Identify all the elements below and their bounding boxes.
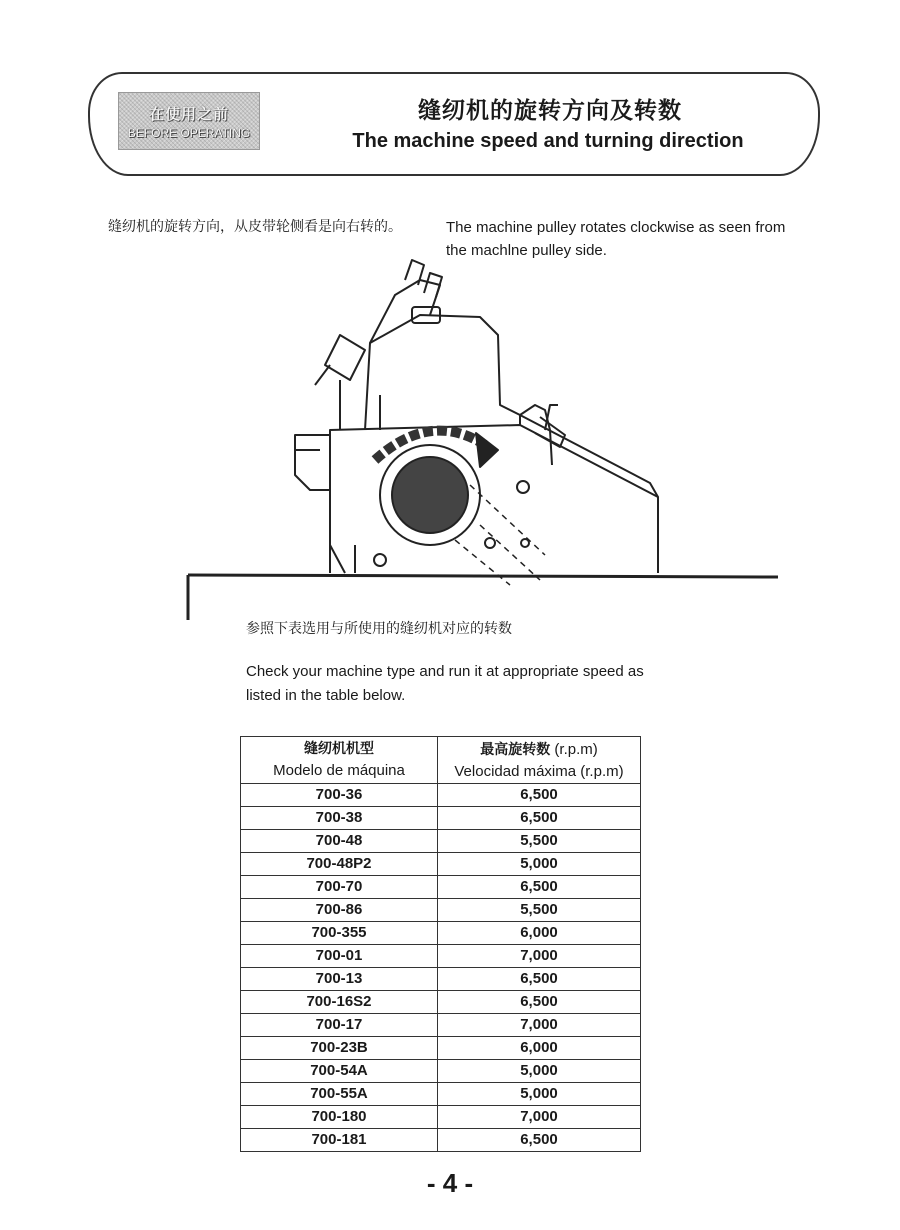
table-row (241, 807, 641, 830)
page-number: - 4 - (426, 1168, 474, 1198)
speed-cell: 6,500 (438, 876, 641, 899)
model-cell: 700-180 (241, 1106, 438, 1129)
speed-cell: 6,000 (438, 1037, 641, 1060)
model-cell: 700-355 (241, 922, 438, 945)
speed-cell: 5,000 (438, 1060, 641, 1083)
table-row (241, 830, 641, 853)
table-row (241, 945, 641, 968)
speed-cell: 7,000 (438, 945, 641, 968)
model-cell: 700-16S2 (241, 991, 438, 1014)
speed-cell: 5,000 (438, 853, 641, 876)
speed-cell: 6,000 (438, 922, 641, 945)
table-row (241, 1129, 641, 1152)
model-cell: 700-36 (241, 784, 438, 807)
intro-text-en: The machine pulley rotates clockwise as seen from the machlne pulley side. (446, 219, 786, 259)
table-row (241, 1037, 641, 1060)
table-header-row (241, 737, 641, 784)
table-row (241, 1014, 641, 1037)
speed-cell: 7,000 (438, 1106, 641, 1129)
speed-cell: 6,500 (438, 1129, 641, 1152)
table-row (241, 991, 641, 1014)
table-row (241, 922, 641, 945)
speed-cell: 6,500 (438, 807, 641, 830)
column-header-speed-es: Velocidad máxima (r.p.m) (454, 762, 624, 780)
model-cell: 700-17 (241, 1014, 438, 1037)
page-title-cn: 缝纫机的旋转方向及转数 (418, 98, 682, 124)
model-cell: 700-13 (241, 968, 438, 991)
model-cell: 700-48P2 (241, 853, 438, 876)
table-row (241, 1083, 641, 1106)
instruction-text-en: Check your machine type and run it at appropriate speed as listed in the table below. (246, 663, 644, 704)
model-cell: 700-70 (241, 876, 438, 899)
page-title-en: The machine speed and turning direction (352, 130, 744, 152)
speed-cell: 7,000 (438, 1014, 641, 1037)
column-header-model (241, 737, 438, 784)
speed-cell: 6,500 (438, 784, 641, 807)
intro-text-cn: 缝纫机的旋转方向，从皮带轮侧看是向右转的。 (108, 219, 402, 235)
model-cell: 700-181 (241, 1129, 438, 1152)
column-header-model-es: Modelo de máquina (273, 762, 405, 779)
model-cell: 700-54A (241, 1060, 438, 1083)
column-header-speed-unit: (r.p.m) (554, 740, 598, 758)
speed-cell: 6,500 (438, 991, 641, 1014)
table-row (241, 876, 641, 899)
speed-cell: 5,500 (438, 830, 641, 853)
sewing-machine-illustration (180, 255, 790, 625)
table-row (241, 968, 641, 991)
speed-cell: 5,000 (438, 1083, 641, 1106)
badge-label-cn: 在使用之前 (148, 105, 229, 123)
model-cell: 700-55A (241, 1083, 438, 1106)
table-row (241, 853, 641, 876)
table-row (241, 899, 641, 922)
speed-cell: 6,500 (438, 968, 641, 991)
column-header-speed (438, 737, 641, 784)
instruction-text-cn: 参照下表选用与所使用的缝纫机对应的转数 (246, 621, 512, 637)
model-cell: 700-23B (241, 1037, 438, 1060)
model-cell: 700-38 (241, 807, 438, 830)
speed-table (240, 736, 641, 1152)
model-cell: 700-86 (241, 899, 438, 922)
badge-label-en: BEFORE OPERATING (127, 125, 251, 140)
table-row (241, 1060, 641, 1083)
table-row (241, 784, 641, 807)
speed-cell: 5,500 (438, 899, 641, 922)
section-badge (118, 92, 260, 150)
model-cell: 700-48 (241, 830, 438, 853)
table-row (241, 1106, 641, 1129)
column-header-model-cn: 缝纫机机型 (304, 741, 374, 757)
column-header-speed-cn: 最高旋转数 (480, 741, 551, 758)
model-cell: 700-01 (241, 945, 438, 968)
